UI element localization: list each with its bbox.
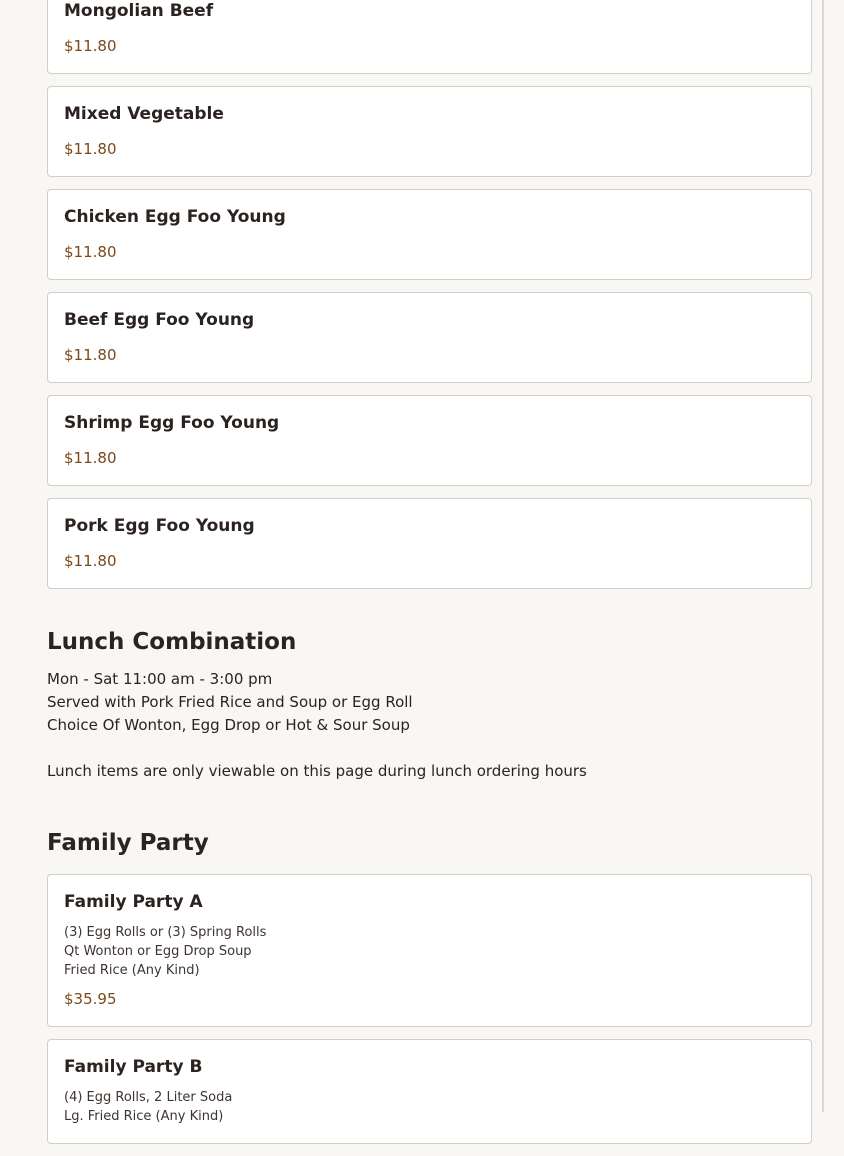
menu-item-price: $11.80 [64, 37, 117, 55]
lunch-served-with-text: Served with Pork Fried Rice and Soup or Egg Roll [47, 693, 413, 711]
menu-item-name: Family Party A [64, 892, 203, 912]
menu-item-description [64, 1088, 795, 1126]
section-description [47, 668, 812, 737]
lunch-hours-text: Mon - Sat 11:00 am - 3:00 pm [47, 670, 273, 688]
menu-item-card[interactable] [47, 395, 812, 486]
description-line: Fried Rice (Any Kind) [64, 963, 200, 978]
lunch-soup-choice-text: Choice Of Wonton, Egg Drop or Hot & Sour Soup [47, 716, 410, 734]
menu-item-name: Chicken Egg Foo Young [64, 207, 286, 227]
lunch-combination-section [47, 628, 812, 783]
menu-item-card[interactable] [47, 498, 812, 589]
menu-item-price: $11.80 [64, 552, 117, 570]
menu-item-card[interactable] [47, 86, 812, 177]
menu-item-card[interactable] [47, 0, 812, 74]
menu-item-name: Shrimp Egg Foo Young [64, 413, 280, 433]
menu-item-card[interactable] [47, 292, 812, 383]
description-line: (4) Egg Rolls, 2 Liter Soda [64, 1090, 233, 1105]
description-line: (3) Egg Rolls or (3) Spring Rolls [64, 925, 267, 940]
section-title: Family Party [47, 830, 209, 856]
menu-item-card[interactable] [47, 874, 812, 1027]
menu-item-price: $35.95 [64, 990, 117, 1008]
scroll-divider [822, 0, 824, 1112]
family-party-list [47, 874, 812, 1144]
menu-item-card[interactable] [47, 189, 812, 280]
menu-item-name: Pork Egg Foo Young [64, 516, 255, 536]
menu-item-card[interactable] [47, 1039, 812, 1144]
menu-item-price: $11.80 [64, 140, 117, 158]
menu-item-price: $11.80 [64, 243, 117, 261]
menu-item-name: Family Party B [64, 1057, 203, 1077]
family-party-section [47, 829, 812, 1144]
lunch-availability-note: Lunch items are only viewable on this page during lunch ordering hours [47, 762, 587, 780]
menu-item-name: Beef Egg Foo Young [64, 310, 255, 330]
menu-content [47, 0, 812, 1156]
description-line: Qt Wonton or Egg Drop Soup [64, 944, 252, 959]
menu-item-name: Mixed Vegetable [64, 104, 224, 124]
description-line: Lg. Fried Rice (Any Kind) [64, 1109, 224, 1124]
menu-item-description [64, 923, 795, 980]
menu-item-name: Mongolian Beef [64, 1, 214, 21]
menu-item-price: $11.80 [64, 346, 117, 364]
menu-item-price: $11.80 [64, 449, 117, 467]
section-title: Lunch Combination [47, 629, 297, 655]
